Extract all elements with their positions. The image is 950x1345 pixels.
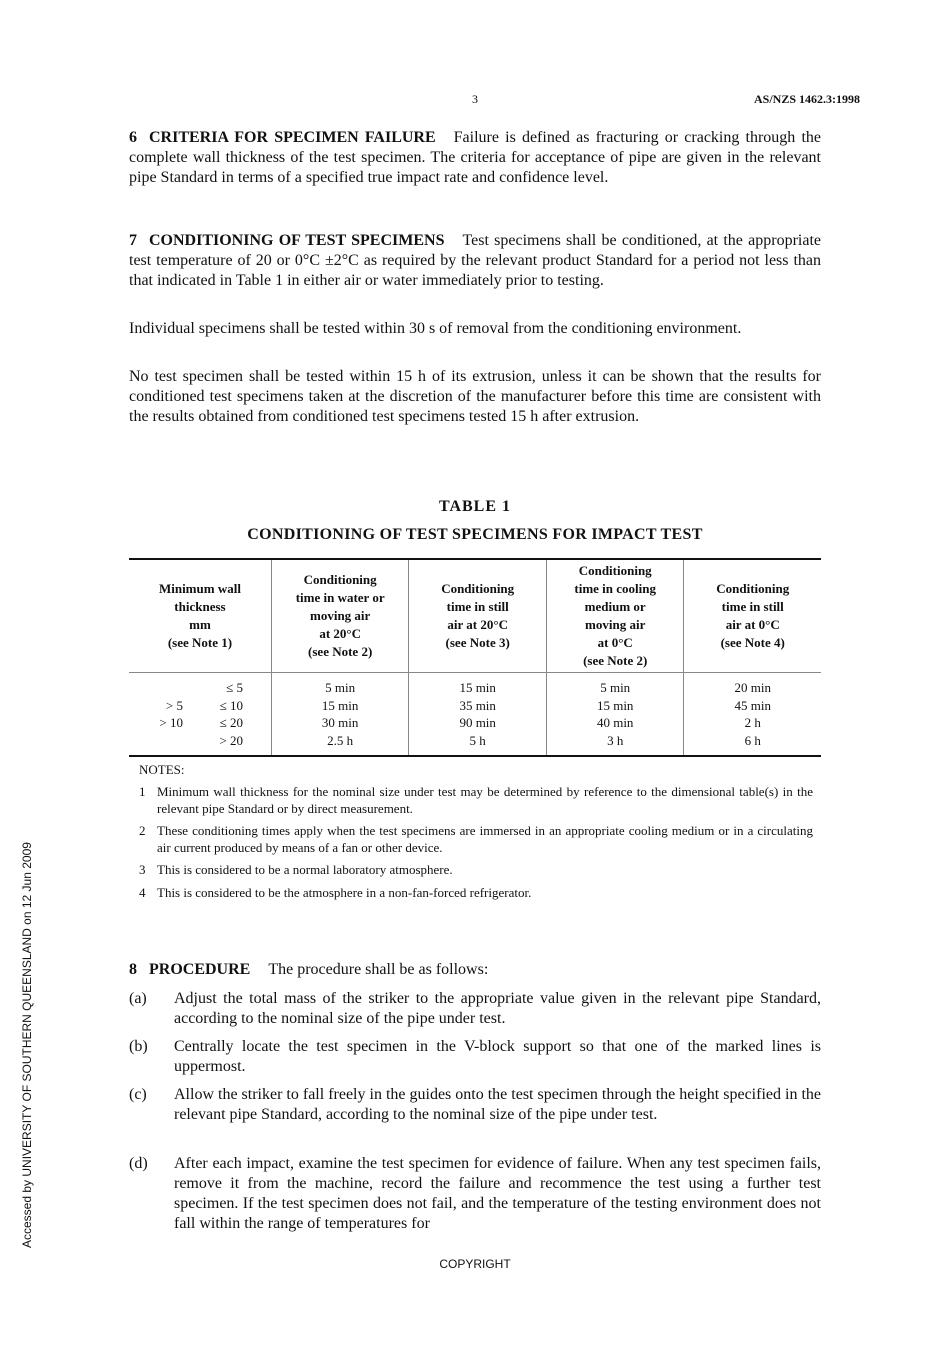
range-high: > 20 [219,732,243,748]
section-8 [129,960,821,980]
note-text: These conditioning times apply when the test specimens are immersed in an appropriate cooling medium or in a circulating air current produced by means of a fan or other device. [157,823,813,855]
range-row [133,697,267,715]
section-7-text: Test specimens shall be conditioned, at the appropriate test temperature of 20 or 0°C ±2°C as required by the relevant product Standard for a period not less than that indicated in Table 1 in either air or water immediately prior to testing. [129,232,821,289]
range-high: ≤ 5 [226,680,243,695]
range-low [133,732,193,750]
header-still-air-20c-text: Conditioning time in still air at 20°C (see Note 3) [441,581,515,650]
note-number: 1 [139,784,146,799]
header-still-air-0c [684,559,821,673]
water-20c-times [271,673,409,757]
section-7-paragraph-3-text: No test specimen shall be tested within 15 h of its extrusion, unless it can be shown that the results for conditioned test specimens taken at the discretion of the manufacturer before this time are consistent with the results obtained from conditioned test specimens tested 15 h after extrusion. [129,368,821,425]
note-text: This is considered to be a normal laboratory atmosphere. [157,862,453,877]
section-6-text: Failure is defined as fracturing or cracking through the complete wall thickness of the test specimen. The criteria for acceptance of pipe are given in the relevant pipe Standard in terms of a specified true impact rate and confidence level. [129,129,821,186]
table-cell: 2.5 h [327,732,354,748]
header-cooling-0c-text: Conditioning time in cooling medium or moving air at 0°C (see Note 2) [574,563,656,668]
table-cell: 90 min [459,715,496,730]
section-7-number: 7 [129,232,137,249]
procedure-item-text: Centrally locate the test specimen in the V-block support so that one of the marked lines is uppermost. [174,1038,821,1075]
table-cell: 5 min [325,680,356,695]
section-8-text: The procedure shall be as follows: [268,961,489,978]
section-6 [129,128,821,188]
section-7-paragraph-3 [129,367,821,427]
table-cell: 15 min [596,697,634,713]
table-cell: 6 h [744,732,761,748]
still-air-0c-times [684,673,821,757]
section-8-title: PROCEDURE [149,961,251,978]
note-number: 2 [139,823,146,838]
range-row [133,714,267,732]
section-6-title: CRITERIA FOR SPECIMEN FAILURE [149,129,436,146]
procedure-item-label: (d) [129,1155,148,1172]
note-4 [139,884,813,901]
range-low: > 5 [165,697,183,713]
range-high: ≤ 10 [219,697,243,713]
note-text: Minimum wall thickness for the nominal size under test may be determined by reference to the dimensional table(s) in the relevant pipe Standard or by direct measurement. [157,784,813,816]
section-6-number: 6 [129,129,137,146]
note-1 [139,783,813,817]
procedure-item-a [129,989,821,1029]
note-number: 4 [139,885,146,900]
header-water-20c [271,559,409,673]
range-row [133,732,267,750]
procedure-item-c [129,1085,821,1125]
table-row [129,673,821,757]
procedure-item-label: (a) [129,990,147,1007]
procedure-item-d [129,1154,821,1234]
copyright-footer: COPYRIGHT [439,1257,511,1271]
table-cell: 15 min [321,697,359,713]
header-water-20c-text: Conditioning time in water or moving air at 20°C (see Note 2) [295,572,385,659]
table-cell: 20 min [734,680,771,695]
table-cell: 35 min [459,697,496,713]
note-text: This is considered to be the atmosphere in a non-fan-forced refrigerator. [157,885,532,900]
procedure-item-text: After each impact, examine the test specimen for evidence of failure. When any test specimen fails, remove it from the machine, record the failure and recommence the test using a further test specimen. If the test specimen does not fail, and the temperature of the testing environment does not fall within the range of temperatures for [174,1155,821,1232]
section-8-number: 8 [129,961,137,978]
note-number: 3 [139,862,146,877]
cooling-0c-times [546,673,684,757]
header-still-air-0c-text: Conditioning time in still air at 0°C (see Note 4) [716,581,790,650]
table-cell: 5 h [469,732,486,748]
header-cooling-0c [546,559,684,673]
table-cell: 3 h [607,732,624,748]
procedure-item-text: Allow the striker to fall freely in the guides onto the test specimen through the height specified in the relevant pipe Standard, according to the nominal size of the pipe under test. [174,1086,821,1123]
procedure-item-label: (c) [129,1086,147,1103]
note-2 [139,822,813,856]
section-7-paragraph-2 [129,319,821,339]
table-title: CONDITIONING OF TEST SPECIMENS FOR IMPACT TEST [247,526,703,543]
table-cell: 2 h [744,715,761,730]
table-cell: 30 min [321,715,359,730]
range-row [133,679,267,697]
section-7-paragraph-2-text: Individual specimens shall be tested within 30 s of removal from the conditioning environment. [129,320,742,337]
access-watermark: Accessed by UNIVERSITY OF SOUTHERN QUEENSLAND on 12 Jun 2009 [20,842,34,1248]
notes-heading: NOTES: [139,762,185,777]
procedure-item-label: (b) [129,1038,148,1055]
range-low [133,679,193,697]
table-cell: 15 min [459,680,496,695]
table-cell: 40 min [596,715,634,730]
range-high: ≤ 20 [219,715,243,730]
section-7 [129,231,821,291]
table-label: TABLE 1 [438,498,512,515]
procedure-item-b [129,1037,821,1077]
header-wall-thickness-text: Minimum wall thickness mm (see Note 1) [158,581,241,650]
table-cell: 5 min [600,680,631,695]
page-number: 3 [472,92,478,106]
range-low: > 10 [159,715,183,730]
header-still-air-20c [409,559,547,673]
note-3 [139,861,813,878]
table-header-row [129,559,821,673]
section-7-title: CONDITIONING OF TEST SPECIMENS [149,232,445,249]
document-id: AS/NZS 1462.3:1998 [753,92,860,106]
header-wall-thickness [129,559,271,673]
table-cell: 45 min [734,697,771,713]
procedure-item-text: Adjust the total mass of the striker to the appropriate value given in the relevant pipe Standard, according to the nominal size of the pipe under test. [174,990,821,1027]
still-air-20c-times [409,673,547,757]
conditioning-table [129,558,821,757]
wall-thickness-ranges [129,673,271,757]
